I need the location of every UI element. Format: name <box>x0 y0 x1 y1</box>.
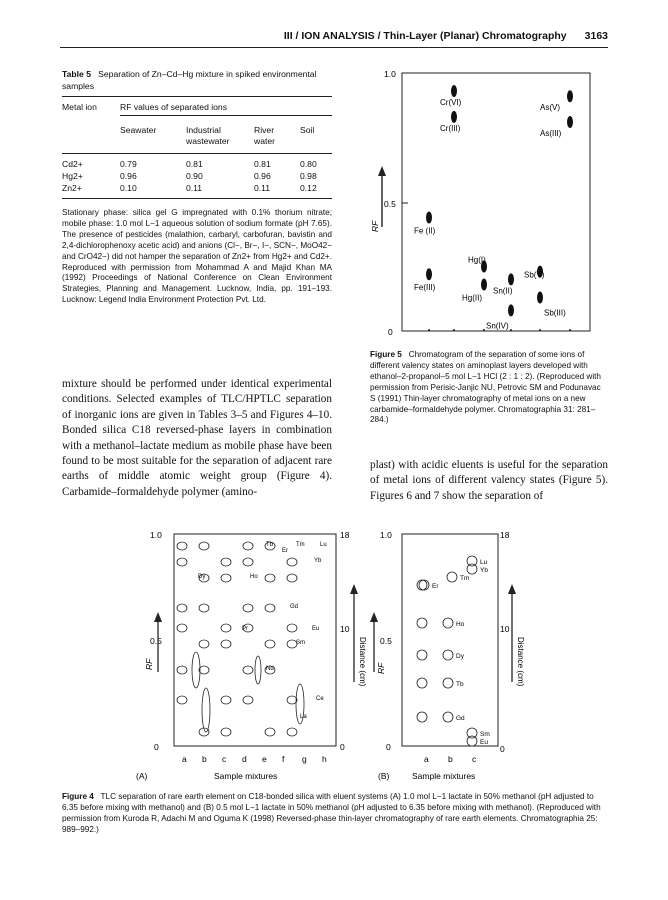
fig4a-spot-label-la: La <box>300 714 307 720</box>
fig4a-spot <box>177 624 187 632</box>
fig4b-dist-label: Distance (cm) <box>516 637 525 687</box>
fig4b-spot-label-sm: Sm <box>480 731 490 738</box>
fig4b-lane-a: a <box>424 754 429 764</box>
fig4a-spot-label-yb: Yb <box>314 558 322 564</box>
fig4a-spot <box>287 574 297 582</box>
fig4b-spot-group <box>417 556 490 746</box>
running-title: III / ION ANALYSIS / Thin-Layer (Planar) Chromatography <box>283 30 567 42</box>
fig4a-left-arrow-head <box>154 612 162 622</box>
fig5-origin-dot <box>483 329 485 331</box>
fig5-tick-05: 0.5 <box>384 199 396 209</box>
fig5-origin-dot <box>428 329 430 331</box>
fig4a-spot <box>287 696 297 704</box>
fig5-spot-fe-ii <box>426 211 432 223</box>
fig4a-spot-label-dy: Dy <box>198 574 206 580</box>
fig4b-lane-b: b <box>448 754 453 764</box>
fig4b-right-arrow-head <box>508 584 516 594</box>
fig5-origin-dot <box>510 329 512 331</box>
fig5-label-sb-v: Sb(V) <box>524 270 545 280</box>
fig4a-spot <box>199 542 209 550</box>
page-number: 3163 <box>584 30 608 42</box>
fig4b-spot <box>417 712 427 722</box>
fig5-arrow-head <box>378 166 386 176</box>
fig4a-spot <box>243 666 253 674</box>
table5-cell: 0.90 <box>186 171 203 181</box>
fig4b-rf-tick: 0 <box>386 742 391 752</box>
fig5-spot-as-v <box>567 90 573 102</box>
fig4a-spot-label-gd: Gd <box>290 604 299 610</box>
fig4b-xlabel: Sample mixtures <box>412 771 476 781</box>
table5-col-metal: Metal ion <box>62 102 97 112</box>
fig4b-spot <box>417 650 427 660</box>
fig5-label-cr-iii: Cr(III) <box>440 123 461 133</box>
fig4a-spot <box>265 640 275 648</box>
figure4-caption <box>62 791 608 835</box>
fig5-yaxis-label: RF <box>370 220 380 232</box>
table5-row-ion: Hg2+ <box>62 171 83 181</box>
table5-cell: 0.12 <box>300 183 317 193</box>
fig4a-spot <box>221 696 231 704</box>
fig4a-spot <box>265 574 275 582</box>
table5-subcol-0: Seawater <box>120 125 157 135</box>
fig4a-plate-frame <box>174 534 336 746</box>
table5-cell: 0.79 <box>120 159 137 169</box>
table5-cell: 0.81 <box>254 159 271 169</box>
fig4a-spot <box>199 666 209 674</box>
fig4b-spot-label-eu: Eu <box>480 739 488 746</box>
fig5-origin-dot <box>453 329 455 331</box>
figure4-caption-text: TLC separation of rare earth element on C18-bonded silica with eluent systems (A) 1.0 mol L−1 lactate in 50% methanol (pH adjusted to 6.35 before mixing with methanol) and (B) 0.5 mol L−1 lactate in 50% methanol (pH adjusted to 6.35 before mixing with methanol). (Reproduced with permission from Kuroda R, Adachi M and Oguma K (1998) Reversed-phase thin-layer chromatography of rare earth elements. Chromatographia 25: 989–992.) <box>62 792 601 834</box>
table5-col-rf: RF values of separated ions <box>120 102 228 112</box>
fig5-label-hg-ii: Hg(II) <box>462 293 482 303</box>
fig4a-rf-tick: 0 <box>154 742 159 752</box>
fig4a-xlabel: Sample mixtures <box>214 771 278 781</box>
fig5-origin-dot <box>539 329 541 331</box>
fig4a-lane-g: g <box>302 754 307 764</box>
table-rule-mid <box>62 153 332 154</box>
fig4a-lane-d: d <box>242 754 247 764</box>
fig5-spot-group <box>414 85 573 330</box>
fig4b-panel-id: (B) <box>378 771 390 781</box>
fig4a-spot <box>199 604 209 612</box>
fig4a-panel-id: (A) <box>136 771 148 781</box>
fig4b-spot-dy <box>443 650 453 660</box>
fig5-origin-dot <box>569 329 571 331</box>
table5-cell: 0.98 <box>300 171 317 181</box>
fig4b-spot-label-tb: Tb <box>456 681 464 688</box>
fig5-tick-1: 1.0 <box>384 69 396 79</box>
figure4-label: Figure 4 <box>62 792 94 801</box>
fig4a-spot <box>221 728 231 736</box>
fig4a-spot <box>287 728 297 736</box>
fig4b-spot-gd <box>443 712 453 722</box>
fig5-spot-as-iii <box>567 116 573 128</box>
fig5-spot-hg-ii <box>481 279 487 291</box>
table5-cell: 0.80 <box>300 159 317 169</box>
fig5-label-as-v: As(V) <box>540 103 560 113</box>
fig4b-spot-eu <box>467 736 477 746</box>
table5-subcol-2: River water <box>254 125 276 146</box>
fig5-spot-cr-vi <box>451 85 457 97</box>
fig5-spot-sb-iii <box>537 291 543 303</box>
running-header <box>60 30 608 42</box>
fig4a-spot <box>221 640 231 648</box>
fig4b-spot-label-dy: Dy <box>456 653 464 660</box>
fig4b-spot <box>417 678 427 688</box>
fig5-label-hg-i: Hg(I) <box>468 255 486 265</box>
table5-subcol-3: Soil <box>300 125 315 135</box>
fig4b-spot-sm <box>467 728 477 738</box>
fig4a-spot <box>177 558 187 566</box>
table5-cell: 0.11 <box>254 183 271 193</box>
fig4a-spot <box>243 604 253 612</box>
fig4a-spot <box>287 558 297 566</box>
fig4a-spot-label-er: Er <box>282 548 288 554</box>
fig4a-dist-label: Distance (cm) <box>358 637 367 687</box>
fig4a-spot <box>177 542 187 550</box>
table5-subcol-1: Industrial wastewater <box>186 125 230 146</box>
fig4a-spot <box>221 558 231 566</box>
fig4a-spot <box>199 640 209 648</box>
fig5-label-sb-iii: Sb(III) <box>544 308 566 318</box>
fig4b-spot <box>417 580 427 590</box>
fig4a-lane-h: h <box>322 754 327 764</box>
fig4a-spot <box>177 666 187 674</box>
fig4a-right-arrow-head <box>350 584 358 594</box>
fig5-spot-cr-iii <box>451 111 457 123</box>
figure4-panel-a <box>136 522 367 784</box>
table5-row-ion: Zn2+ <box>62 183 82 193</box>
table-rule-top <box>62 96 332 97</box>
fig4a-dist-tick: 10 <box>340 624 350 634</box>
fig5-tick-0: 0 <box>388 327 393 337</box>
fig5-label-sn-ii: Sn(II) <box>493 286 513 296</box>
fig4b-left-arrow-head <box>370 612 378 622</box>
fig4a-spot-label-tb: Tb <box>266 542 274 548</box>
fig4a-dist-tick: 18 <box>340 530 350 540</box>
fig4a-spot <box>221 624 231 632</box>
fig5-label-as-iii: As(III) <box>540 129 562 139</box>
fig4a-spot <box>243 558 253 566</box>
figure5-label: Figure 5 <box>370 350 402 359</box>
fig4a-lane-c: c <box>222 754 227 764</box>
fig5-label-fe-iii: Fe(III) <box>414 283 436 293</box>
fig4b-spot-label-ho: Ho <box>456 621 465 628</box>
fig4a-spot-label-tm: Tm <box>296 542 305 548</box>
fig4a-spot <box>177 604 187 612</box>
table5-cell: 0.81 <box>186 159 203 169</box>
fig4b-spot-yb <box>467 564 477 574</box>
fig4b-spot-lu <box>467 556 477 566</box>
figure5-caption <box>370 350 608 426</box>
fig4a-spot <box>177 696 187 704</box>
fig4b-spot-label-lu: Lu <box>480 559 488 566</box>
fig4a-spot <box>243 696 253 704</box>
body-paragraph-right: plast) with acidic eluents is useful for the separation of metal ions of different valency states (Figure 5). Figures 6 and 7 show the separation of <box>370 459 608 502</box>
table5-footnote: Stationary phase: silica gel G impregnated with 0.1% thorium nitrate; mobile phase: 1.0 mol L−1 aqueous solution of sodium formate (pH 7.65). The presence of pesticides (malathion, carbaryl, carbofuran, bavistin and 2,4-dichlorophenoxy acetic acid) and anions (Cl−, Br−, I−, SCN−, MoO42− and CrO42−) did not hamper the separation of Zn2+ from Hg2+ and Cd2+. Reproduced with permission from Mohammad A and Majid Khan MA (1992) Proceedings of National Conference on Clean Environment Strategies, Planning and Management. Lucknow, India, pp. 191–193. Lucknow: Legend India Environment Protection Pvt. Ltd. <box>62 208 332 305</box>
fig5-label-sn-iv: Sn(IV) <box>486 321 509 331</box>
fig4b-spot-label-er: Er <box>432 583 439 590</box>
table-rule-bottom <box>62 198 332 199</box>
fig4b-spot <box>417 618 427 628</box>
fig4a-spot-label-nd: Nd <box>266 666 274 672</box>
fig4b-lane-labels <box>424 754 477 764</box>
fig4b-dist-tick: 0 <box>500 744 505 754</box>
table5-row-ion: Cd2+ <box>62 159 83 169</box>
fig4b-spot-tb <box>443 678 453 688</box>
fig4a-dist-tick: 0 <box>340 742 345 752</box>
table5-cell: 0.96 <box>120 171 137 181</box>
fig4b-dist-tick: 18 <box>500 530 510 540</box>
fig4b-rf-tick: 0.5 <box>380 636 392 646</box>
fig5-spot-sn-iv <box>508 304 514 316</box>
fig4b-spot-tm <box>447 572 457 582</box>
fig4a-spot-label-ho: Ho <box>250 574 258 580</box>
table5-caption-text: Separation of Zn–Cd–Hg mixture in spiked environmental samples <box>62 69 317 91</box>
fig4a-spot-label-pr: Pr <box>242 626 248 632</box>
fig4b-rf-label: RF <box>376 662 386 674</box>
fig4a-lane-a: a <box>182 754 187 764</box>
fig4b-lane-c: c <box>472 754 477 764</box>
body-paragraph-left: mixture should be performed under identical experimental conditions. Selected examples of TLC/HPTLC separation of inorganic ions are given in Tables 3–5 and Figures 4–10. Bonded silica C18 reversed-phase layers in combination with a methanol–lactate medium as mobile phase have been found to be most suitable for the separation of adjacent rare earths of middle atomic weight group (Figure 4). Carbamide–formaldehyde polymer (amino- <box>62 378 332 498</box>
fig5-label-fe-ii: Fe (II) <box>414 226 436 236</box>
fig4a-spot <box>221 574 231 582</box>
fig4b-rf-tick: 1.0 <box>380 530 392 540</box>
fig4a-lane-b: b <box>202 754 207 764</box>
fig4a-spot-label-eu: Eu <box>312 626 320 632</box>
fig4a-rf-label: RF <box>144 658 154 670</box>
fig4a-spot <box>265 604 275 612</box>
fig4b-spot-er <box>419 580 429 590</box>
table5-caption <box>62 69 337 92</box>
fig4a-spot-elongated <box>202 688 210 732</box>
fig4a-spot <box>287 624 297 632</box>
table5-label: Table 5 <box>62 69 91 79</box>
fig4b-dist-tick: 10 <box>500 624 510 634</box>
fig4b-spot-ho <box>443 618 453 628</box>
table-rule-sub <box>120 115 332 116</box>
fig5-spot-sn-ii <box>508 273 514 285</box>
fig4a-lane-f: f <box>282 754 285 764</box>
figure5-caption-text: Chromatogram of the separation of some ions of different valency states on aminoplast layers developed with ethanol–2-propanol–5 mol L−1 HCl (2 : 1 : 2). (Reproduced with permission from Perisic-Janjic NU, Petrovic SM and Podunavac S (1991) Thin-layer chromatography of metal ions on a new carbamide–formaldehyde polymer. Chromatographia 31: 281–284.) <box>370 350 601 425</box>
figure5-chromatogram <box>362 62 608 346</box>
table5-cell: 0.10 <box>120 183 137 193</box>
fig4b-spot-label-gd: Gd <box>456 715 465 722</box>
fig4a-spot <box>265 728 275 736</box>
fig4a-spot-label-ce: Ce <box>316 696 324 702</box>
fig4a-spot-label-lu: Lu <box>320 542 327 548</box>
fig4a-spot-group <box>177 542 327 736</box>
fig4a-spot <box>243 542 253 550</box>
fig4a-rf-tick: 1.0 <box>150 530 162 540</box>
fig4a-lane-labels <box>182 754 327 764</box>
figure4-panel-b <box>372 522 528 784</box>
fig4a-rf-tick: 0.5 <box>150 636 162 646</box>
header-rule <box>60 47 608 48</box>
fig4b-spot-label-tm: Tm <box>460 575 470 582</box>
fig5-spot-fe-iii <box>426 268 432 280</box>
fig4b-spot-label-yb: Yb <box>480 567 488 574</box>
table5-cell: 0.96 <box>254 171 271 181</box>
fig4a-spot-label-sm: Sm <box>296 640 305 646</box>
fig4a-spot-elongated <box>255 656 261 684</box>
fig5-label-cr-vi: Cr(VI) <box>440 98 462 108</box>
table5-cell: 0.11 <box>186 183 203 193</box>
fig4a-lane-e: e <box>262 754 267 764</box>
